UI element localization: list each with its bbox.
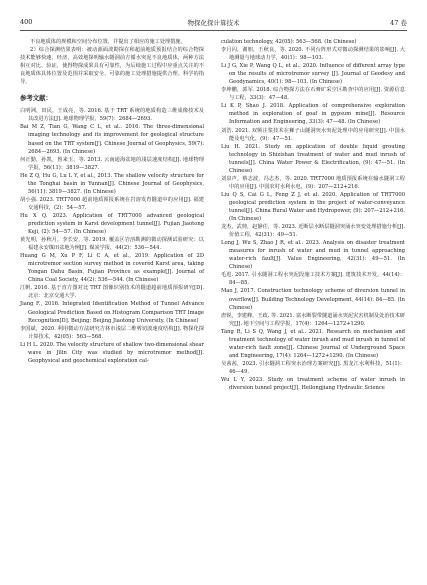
reference-entry: Huang G M, Xu P F, Li C A, et al., 2019. Application of 2D microtremor section survey method in covered Karst area, taking Yongan Dahu Basin, Fujian Province as example[J]. Journal of China Coal Society, 44(2): 536—544. (In Chinese) xyxy=(20,253,204,284)
reference-entry: 白明洲，田民，王成亮，等. 2016. 基于 TRT 系统的地质构造三维成像技术及其改进方法[J]. 地球物理学报，59(7)：2684—2693. xyxy=(20,108,204,123)
reference-entry: 毛进. 2017. 引水隧洞工程水突泥段施工技术方案[J]. 建筑技术开发，44(14)：84—85. xyxy=(221,272,405,287)
reference-entry: 胡小强. 2023. TRT7000 超前地质预报系统在岩溶发育隧道中的应用[J]. 福建交通科技，(2)：54—57. xyxy=(20,196,204,211)
page-number: 400 xyxy=(20,18,33,26)
reference-entry: Li J G, Xie P, Wang Q L, et al.. 2020. Influence of different array type on the results of microtremor survey [J]. Journal of Geodesy and Geodynamics, 40(1): 98—103. (In Chinese) xyxy=(221,63,405,86)
body-paragraph: 不良地质体的规模和空间分布位置，并提出了相应的施工处理措施。 xyxy=(30,39,186,45)
reference-entry: 李月闪，谢朋，王秋良，等. 2020. 不同台阵形式对微动探测结果的影响[J]. 大地测量与地球动力学，40(1)：98—103. xyxy=(221,47,405,62)
reference-entry: Li K P, Shao J. 2018. Application of comprehensive exploration method in exploration of goaf in gypsum mine[J]. Resource Information and Engineering, 33(3): 47—48. (In Chinese) xyxy=(221,103,405,126)
left-column xyxy=(20,38,204,365)
reference-entry: Liu H. 2021. Study on application of double liquid grouting technology in Shizishan treatment of water and mud inrush of tunnels[J]. China Water Power & Electrification, (9): 47—51. (In Chinese) xyxy=(221,143,405,174)
reference-entry: Jiang F., 2016. Integrated Identification Method of Tunnel Advance Geological Prediction Based on Histogram Comparison TRT Image Recognition[D]. Beijing: Beijing Jiaotong University. (In Chinese) xyxy=(20,301,204,324)
reference-entry: 龙杰，武帅，赵静任，等. 2023. 近断层水断层隧洞突涌水突变处理措施分析[J]. 价值工程，42(31)：49—51. xyxy=(221,224,405,239)
reference-entry: Wu L Y, 2023. Study on treatment scheme of water inrush in diversion tunnel project[J]. Heilongjiang Hydraulic Science xyxy=(221,376,405,392)
reference-entry: 何正勤，孙凯，鲁来玉，等. 2013. 云南通海盆地的浅层速度结构[J]. 地球物理学报，56(11)：3819—3827. xyxy=(20,156,204,171)
right-column xyxy=(221,38,405,392)
reference-entry: Long J, Wu S, Zhao J R, et al.. 2023. Analysis on disaster treatment measures for inrush of water and mud in tunnel approaching water-rich fault[J]. Value Engineering, 42(31): 49—51. (In Chinese) xyxy=(221,240,405,271)
reference-entry: Tang R, Li S Q, Wang J, et al.. 2021. Research on mechanism and treatment technology of water inrush and mud inrush in tunnel of water-rich fault zone[J]. Chinese Journal of Underground Space and Engineering, 17(4): 1264—1272+1290. (In Chinese) xyxy=(221,328,405,359)
reference-entry: 黄光明，孙秋月，李长安，等. 2019. 覆盖区岩溶勘测的微动探测试验研究：以福建永安煤田盆地为例[J]. 煤炭学报，44(2)：536—544. xyxy=(20,237,204,252)
reference-entry: culation technology, 42(05): 563—568. (In Chinese) xyxy=(221,39,357,45)
reference-entry: 吴茜茜，2023. 引水隧洞工程突水治理方案研究[J]. 黑龙江水利科技，51(1)：46—49. xyxy=(221,360,405,375)
reference-entry: Liu Q S, Cai G L, Feng Z J, et al. 2020. Application of TRT7000 geological prediction system in the project of water-conveyance tunnel[J]. China Rural Water and Hydropower, (9): 207—212+216. (In Chinese) xyxy=(221,191,405,223)
references-heading: 参考文献： xyxy=(20,94,52,103)
running-header xyxy=(20,16,407,31)
reference-entry: 刘浩. 2021. 双频注浆技术在狮子山隧洞突水突泥处理中的应用研究[J]. 中国水能及电气化，(9)：47—51. xyxy=(221,127,405,142)
reference-list xyxy=(20,107,204,365)
body-paragraph: 2）综合探测结果表明：被动源面波勘探在和超前地质预报结合的综合物探技术能够快速、经济、高效地探明输水隧洞前方循水突泥不良地质体，两种方法相互对比、验证，使得物探成果具有可靠性，为后续施工过程中应重点关注的不良地质体具体位置及范围并采取安全、可靠的施工处理措施提供合理、科学的指导。 xyxy=(20,47,204,86)
reference-entry: 李坤鹏，郭军. 2018. 综合物探方法在石膏矿采空区勘查中的应用[J]. 资源信息与工程，33(3)：47—48. xyxy=(221,87,405,102)
reference-entry: He Z Q, Hu G, Lu L Y, et al., 2013. The shallow velocity structure for the Tonghai basin in Yunnan[J]. Chinese Journal of Geophysics, 56(11): 3819—3827. (In Chinese) xyxy=(20,172,204,195)
reference-entry: Mao J, 2017. Construction technology scheme of diversion tunnel in overflow[J]. Building Technology Development, 44(14): 84—85. (In Chinese) xyxy=(221,288,405,311)
reference-entry: Bai M Z, Tian G, Wang C L, et al.. 2016. The three-dimensional imaging technology and its improvement for geological structure based on the TRT system[J]. Chinese Journal of Geophysics, 59(7): 2684—2693. (In Chinese) xyxy=(20,124,204,155)
reference-entry: 江帆. 2016. 基于直方图对比 TRT 图像识别技术的隧道超前地质预报研究[D]. 北京：北京交通大学. xyxy=(20,285,204,300)
reference-entry: Li H L. 2020. The velocity structure of shallow two-dimensional shear wave in Jilin City was studied by microtremor method[J]. Geophysical and geochemical exploration cal- xyxy=(20,341,204,364)
reference-entry: 唐锐，李建峰，王政. 等. 2021. 富水断裂带隧道涌水突泥灾害机制及处治技术研究[J]. 地下空间与工程学报，17(4)：1264—1272+1290. xyxy=(221,312,405,327)
journal-title: 物探化探计算技术 xyxy=(187,19,240,27)
reference-entry: Hu X Q. 2023. Application of TRT7000 advanced geological prediction system in Karst development tunnel[J]. Fujian Jiaotong Keji, (2): 54—57. (In Chinese) xyxy=(20,212,204,236)
volume-issue: 47 卷 xyxy=(390,19,407,27)
reference-entry: 刘泉声，蔡志波，冯志杰，等. 2020. TRT7000 地质预报系统在输水隧洞工程中的应用[J]. 中国农村水利水电，(9)：207—212+216. xyxy=(221,175,405,190)
reference-entry: 李国斌，2020. 利用微动方法研究吉林市浅层二维剪切波速度结构[J]. 物探化探计算技术，42(05)：563—568. xyxy=(20,325,204,340)
